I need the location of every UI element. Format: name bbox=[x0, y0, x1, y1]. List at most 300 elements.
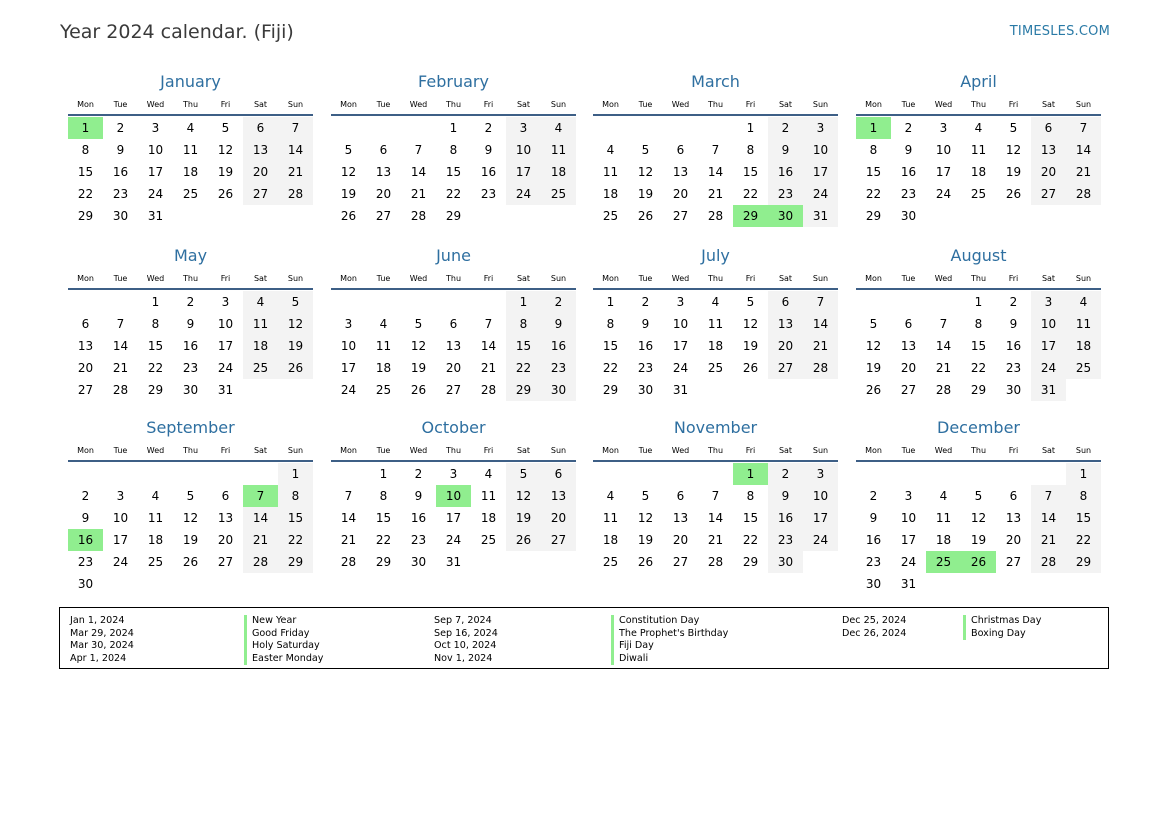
day-cell: 24 bbox=[340, 383, 357, 397]
week-row bbox=[68, 205, 313, 227]
weekday-label: Thu bbox=[707, 274, 724, 283]
weekday-label: Tue bbox=[901, 446, 916, 455]
month-name: February bbox=[418, 72, 489, 91]
weekend-day: 18 bbox=[1066, 335, 1101, 357]
weekday-label: Tue bbox=[376, 446, 391, 455]
day-cell: 17 bbox=[112, 533, 129, 547]
day-cell: 23 bbox=[182, 361, 199, 375]
week-row bbox=[856, 291, 1101, 313]
empty-cell bbox=[401, 291, 436, 313]
empty-cell bbox=[1031, 205, 1066, 227]
month-divider bbox=[593, 460, 838, 462]
weekend-day: 27 bbox=[243, 183, 278, 205]
day-cell: 13 bbox=[1005, 511, 1022, 525]
day-cell: 28 bbox=[480, 383, 497, 397]
day-cell: 19 bbox=[865, 361, 882, 375]
month-name: August bbox=[950, 246, 1007, 265]
day-cell: 1 bbox=[449, 121, 458, 135]
day-cell: 5 bbox=[974, 489, 983, 503]
weekday-label: Wed bbox=[671, 274, 690, 283]
month-september bbox=[68, 418, 313, 595]
day-cell: 5 bbox=[186, 489, 195, 503]
day-cell: 9 bbox=[869, 511, 878, 525]
empty-cell bbox=[541, 551, 576, 573]
empty-cell bbox=[961, 573, 996, 595]
day-cell: 2 bbox=[186, 295, 195, 309]
weekend-day: 28 bbox=[1031, 551, 1066, 573]
day-cell: 24 bbox=[672, 361, 689, 375]
day-cell: 3 bbox=[939, 121, 948, 135]
holiday-day: 1 bbox=[856, 117, 891, 139]
weekend-day: 9 bbox=[768, 139, 803, 161]
day-cell: 21 bbox=[340, 533, 357, 547]
empty-cell bbox=[1031, 573, 1066, 595]
day-cell: 30 bbox=[1005, 383, 1022, 397]
day-cell: 27 bbox=[217, 555, 234, 569]
week-row bbox=[331, 205, 576, 227]
weekend-day: 22 bbox=[506, 357, 541, 379]
month-june bbox=[331, 246, 576, 401]
day-cell: 2 bbox=[116, 121, 125, 135]
weekend-day: 17 bbox=[803, 161, 838, 183]
day-cell: 5 bbox=[746, 295, 755, 309]
day-cell: 7 bbox=[484, 317, 493, 331]
weekday-label: Thu bbox=[182, 100, 199, 109]
day-grid bbox=[593, 291, 838, 401]
day-cell: 2 bbox=[641, 295, 650, 309]
weekend-day: 25 bbox=[541, 183, 576, 205]
day-cell: 7 bbox=[711, 489, 720, 503]
empty-cell bbox=[331, 291, 366, 313]
empty-cell bbox=[103, 573, 138, 595]
weekend-day: 4 bbox=[243, 291, 278, 313]
week-row bbox=[856, 357, 1101, 379]
weekday-label: Fri bbox=[745, 446, 756, 455]
weekday-label: Sat bbox=[1041, 446, 1056, 455]
weekend-day: 3 bbox=[803, 117, 838, 139]
day-cell: 10 bbox=[112, 511, 129, 525]
day-cell: 18 bbox=[707, 339, 724, 353]
weekday-label: Wed bbox=[409, 274, 428, 283]
weekday-label: Sat bbox=[778, 274, 793, 283]
day-cell: 14 bbox=[480, 339, 497, 353]
month-divider bbox=[593, 288, 838, 290]
empty-cell bbox=[856, 463, 891, 485]
week-row bbox=[68, 335, 313, 357]
week-row bbox=[68, 291, 313, 313]
day-cell: 13 bbox=[217, 511, 234, 525]
day-cell: 9 bbox=[186, 317, 195, 331]
day-cell: 23 bbox=[77, 555, 94, 569]
day-cell: 9 bbox=[81, 511, 90, 525]
empty-cell bbox=[138, 573, 173, 595]
day-cell: 31 bbox=[445, 555, 462, 569]
weekday-header bbox=[856, 99, 1101, 111]
weekday-label: Thu bbox=[182, 274, 199, 283]
day-cell: 20 bbox=[1005, 533, 1022, 547]
day-cell: 4 bbox=[606, 489, 615, 503]
day-cell: 9 bbox=[641, 317, 650, 331]
week-row bbox=[68, 551, 313, 573]
weekend-day: 25 bbox=[243, 357, 278, 379]
week-row bbox=[68, 357, 313, 379]
week-row bbox=[593, 485, 838, 507]
weekday-label: Fri bbox=[220, 446, 231, 455]
empty-cell bbox=[331, 463, 366, 485]
empty-cell bbox=[278, 573, 313, 595]
weekday-label: Mon bbox=[865, 274, 882, 283]
week-row bbox=[856, 573, 1101, 595]
day-cell: 28 bbox=[935, 383, 952, 397]
empty-cell bbox=[593, 463, 628, 485]
month-name: November bbox=[673, 418, 758, 437]
week-row bbox=[856, 507, 1101, 529]
legend-date: Apr 1, 2024 bbox=[70, 652, 127, 664]
weekend-day: 20 bbox=[1031, 161, 1066, 183]
day-cell: 13 bbox=[445, 339, 462, 353]
day-cell: 10 bbox=[672, 317, 689, 331]
weekday-label: Sun bbox=[287, 274, 304, 283]
weekday-label: Tue bbox=[376, 274, 391, 283]
day-cell: 6 bbox=[81, 317, 90, 331]
day-cell: 12 bbox=[637, 165, 654, 179]
empty-cell bbox=[698, 379, 733, 401]
empty-cell bbox=[366, 117, 401, 139]
legend-holiday-name: The Prophet's Birthday bbox=[611, 628, 728, 641]
weekend-day: 27 bbox=[768, 357, 803, 379]
month-name: October bbox=[421, 418, 486, 437]
day-cell: 22 bbox=[445, 187, 462, 201]
weekend-day: 13 bbox=[768, 313, 803, 335]
day-cell: 22 bbox=[865, 187, 882, 201]
weekday-label: Mon bbox=[77, 274, 94, 283]
week-row bbox=[593, 183, 838, 205]
day-cell: 22 bbox=[375, 533, 392, 547]
legend-names-column bbox=[963, 615, 1041, 640]
day-cell: 19 bbox=[410, 361, 427, 375]
legend-date: Nov 1, 2024 bbox=[434, 652, 493, 664]
week-row bbox=[856, 205, 1101, 227]
day-cell: 19 bbox=[637, 187, 654, 201]
week-row bbox=[68, 485, 313, 507]
holiday-day: 30 bbox=[768, 205, 803, 227]
weekend-day: 28 bbox=[1066, 183, 1101, 205]
legend-names-column bbox=[244, 615, 323, 665]
week-row bbox=[68, 573, 313, 595]
day-cell: 4 bbox=[186, 121, 195, 135]
weekend-day: 23 bbox=[768, 529, 803, 551]
empty-cell bbox=[68, 291, 103, 313]
weekday-label: Thu bbox=[445, 446, 462, 455]
weekday-label: Sat bbox=[253, 100, 268, 109]
day-cell: 31 bbox=[672, 383, 689, 397]
week-row bbox=[593, 291, 838, 313]
day-grid bbox=[68, 291, 313, 401]
weekend-day: 27 bbox=[1031, 183, 1066, 205]
week-row bbox=[331, 139, 576, 161]
weekend-day: 24 bbox=[1031, 357, 1066, 379]
weekend-day: 24 bbox=[803, 183, 838, 205]
week-row bbox=[68, 529, 313, 551]
holiday-day: 29 bbox=[733, 205, 768, 227]
day-cell: 4 bbox=[151, 489, 160, 503]
day-cell: 3 bbox=[116, 489, 125, 503]
weekend-day: 12 bbox=[278, 313, 313, 335]
week-row bbox=[593, 529, 838, 551]
weekday-label: Tue bbox=[113, 446, 128, 455]
weekday-label: Mon bbox=[602, 446, 619, 455]
weekend-day: 2 bbox=[768, 463, 803, 485]
legend-holiday-name: Fiji Day bbox=[611, 640, 728, 653]
legend-date: Dec 26, 2024 bbox=[842, 627, 907, 639]
week-row bbox=[331, 117, 576, 139]
day-cell: 25 bbox=[480, 533, 497, 547]
day-cell: 3 bbox=[904, 489, 913, 503]
day-cell: 24 bbox=[112, 555, 129, 569]
day-cell: 13 bbox=[672, 165, 689, 179]
day-cell: 11 bbox=[970, 143, 987, 157]
weekday-label: Sun bbox=[1075, 274, 1092, 283]
day-grid bbox=[593, 463, 838, 573]
empty-cell bbox=[173, 463, 208, 485]
day-cell: 14 bbox=[935, 339, 952, 353]
day-cell: 1 bbox=[379, 467, 388, 481]
empty-cell bbox=[1066, 205, 1101, 227]
day-cell: 17 bbox=[445, 511, 462, 525]
week-row bbox=[593, 335, 838, 357]
day-cell: 20 bbox=[375, 187, 392, 201]
week-row bbox=[331, 161, 576, 183]
day-cell: 21 bbox=[410, 187, 427, 201]
day-cell: 2 bbox=[1009, 295, 1018, 309]
empty-cell bbox=[803, 551, 838, 573]
weekend-day: 14 bbox=[1066, 139, 1101, 161]
weekend-day: 7 bbox=[803, 291, 838, 313]
month-july bbox=[593, 246, 838, 401]
day-cell: 18 bbox=[147, 533, 164, 547]
week-row bbox=[331, 507, 576, 529]
weekend-day: 6 bbox=[541, 463, 576, 485]
weekend-day: 19 bbox=[506, 507, 541, 529]
day-cell: 24 bbox=[217, 361, 234, 375]
weekend-day: 31 bbox=[1031, 379, 1066, 401]
day-grid bbox=[856, 291, 1101, 401]
legend-date: Sep 7, 2024 bbox=[434, 615, 492, 626]
weekend-day: 12 bbox=[506, 485, 541, 507]
empty-cell bbox=[663, 463, 698, 485]
month-october bbox=[331, 418, 576, 573]
week-row bbox=[856, 139, 1101, 161]
day-cell: 25 bbox=[602, 209, 619, 223]
weekend-day: 20 bbox=[541, 507, 576, 529]
weekend-day: 10 bbox=[803, 485, 838, 507]
legend-holiday-name: Christmas Day bbox=[963, 615, 1041, 628]
empty-cell bbox=[138, 463, 173, 485]
weekend-day: 23 bbox=[768, 183, 803, 205]
weekend-day: 15 bbox=[1066, 507, 1101, 529]
day-cell: 28 bbox=[112, 383, 129, 397]
day-cell: 2 bbox=[414, 467, 423, 481]
empty-cell bbox=[103, 291, 138, 313]
weekday-label: Mon bbox=[340, 100, 357, 109]
weekend-day: 2 bbox=[541, 291, 576, 313]
holiday-day: 1 bbox=[68, 117, 103, 139]
day-cell: 20 bbox=[900, 361, 917, 375]
legend-holiday-name: Diwali bbox=[611, 653, 728, 666]
weekend-day: 8 bbox=[1066, 485, 1101, 507]
day-cell: 21 bbox=[480, 361, 497, 375]
weekend-day: 24 bbox=[803, 529, 838, 551]
day-cell: 3 bbox=[151, 121, 160, 135]
weekday-label: Tue bbox=[113, 100, 128, 109]
weekend-day: 22 bbox=[278, 529, 313, 551]
empty-cell bbox=[173, 573, 208, 595]
week-row bbox=[331, 313, 576, 335]
day-cell: 5 bbox=[344, 143, 353, 157]
weekend-day: 29 bbox=[1066, 551, 1101, 573]
weekend-day: 20 bbox=[243, 161, 278, 183]
weekend-day: 14 bbox=[278, 139, 313, 161]
day-cell: 29 bbox=[742, 555, 759, 569]
weekday-label: Mon bbox=[340, 274, 357, 283]
day-cell: 26 bbox=[182, 555, 199, 569]
week-row bbox=[856, 529, 1101, 551]
day-cell: 7 bbox=[939, 317, 948, 331]
legend-date: Oct 10, 2024 bbox=[434, 640, 497, 651]
month-divider bbox=[68, 460, 313, 462]
weekday-label: Tue bbox=[638, 100, 653, 109]
week-row bbox=[68, 183, 313, 205]
day-cell: 22 bbox=[970, 361, 987, 375]
weekday-header bbox=[856, 445, 1101, 457]
empty-cell bbox=[996, 463, 1031, 485]
day-cell: 11 bbox=[602, 165, 619, 179]
weekend-day: 30 bbox=[768, 551, 803, 573]
day-cell: 15 bbox=[445, 165, 462, 179]
month-august bbox=[856, 246, 1101, 401]
month-divider bbox=[856, 114, 1101, 116]
weekday-label: Wed bbox=[671, 446, 690, 455]
weekday-label: Tue bbox=[901, 100, 916, 109]
empty-cell bbox=[891, 291, 926, 313]
month-name: April bbox=[960, 72, 997, 91]
weekend-day: 16 bbox=[768, 161, 803, 183]
day-cell: 31 bbox=[147, 209, 164, 223]
weekend-day: 1 bbox=[506, 291, 541, 313]
holiday-day: 7 bbox=[243, 485, 278, 507]
weekday-label: Sun bbox=[550, 274, 567, 283]
week-row bbox=[593, 313, 838, 335]
weekend-day: 17 bbox=[803, 507, 838, 529]
weekend-day: 21 bbox=[803, 335, 838, 357]
weekend-day: 13 bbox=[1031, 139, 1066, 161]
day-cell: 13 bbox=[672, 511, 689, 525]
month-divider bbox=[331, 460, 576, 462]
day-cell: 2 bbox=[484, 121, 493, 135]
empty-cell bbox=[331, 117, 366, 139]
day-cell: 25 bbox=[970, 187, 987, 201]
day-cell: 15 bbox=[742, 511, 759, 525]
day-cell: 3 bbox=[449, 467, 458, 481]
weekend-day: 17 bbox=[506, 161, 541, 183]
day-cell: 12 bbox=[742, 317, 759, 331]
day-cell: 26 bbox=[637, 209, 654, 223]
week-row bbox=[856, 335, 1101, 357]
day-cell: 20 bbox=[77, 361, 94, 375]
day-cell: 16 bbox=[900, 165, 917, 179]
weekend-day: 1 bbox=[1066, 463, 1101, 485]
empty-cell bbox=[1066, 379, 1101, 401]
weekday-label: Fri bbox=[220, 100, 231, 109]
month-divider bbox=[856, 460, 1101, 462]
weekend-day: 6 bbox=[768, 291, 803, 313]
day-cell: 27 bbox=[445, 383, 462, 397]
weekday-label: Mon bbox=[77, 446, 94, 455]
weekday-label: Fri bbox=[1008, 100, 1019, 109]
weekday-label: Sun bbox=[812, 274, 829, 283]
day-cell: 6 bbox=[676, 489, 685, 503]
day-cell: 31 bbox=[900, 577, 917, 591]
weekend-day: 21 bbox=[278, 161, 313, 183]
empty-cell bbox=[926, 291, 961, 313]
weekend-day: 14 bbox=[243, 507, 278, 529]
weekend-day: 11 bbox=[243, 313, 278, 335]
day-cell: 22 bbox=[742, 533, 759, 547]
day-cell: 30 bbox=[182, 383, 199, 397]
day-cell: 8 bbox=[379, 489, 388, 503]
day-cell: 14 bbox=[707, 511, 724, 525]
week-row bbox=[593, 139, 838, 161]
weekday-label: Wed bbox=[934, 100, 953, 109]
weekday-header bbox=[331, 445, 576, 457]
day-cell: 5 bbox=[1009, 121, 1018, 135]
weekday-label: Tue bbox=[113, 274, 128, 283]
day-cell: 3 bbox=[344, 317, 353, 331]
site-link[interactable]: TIMESLES.COM bbox=[1009, 24, 1110, 39]
day-cell: 8 bbox=[81, 143, 90, 157]
weekend-day: 10 bbox=[803, 139, 838, 161]
day-cell: 11 bbox=[480, 489, 497, 503]
empty-cell bbox=[926, 573, 961, 595]
weekday-label: Thu bbox=[707, 100, 724, 109]
empty-cell bbox=[961, 463, 996, 485]
day-cell: 25 bbox=[602, 555, 619, 569]
day-cell: 15 bbox=[865, 165, 882, 179]
day-cell: 17 bbox=[217, 339, 234, 353]
day-cell: 7 bbox=[116, 317, 125, 331]
day-cell: 15 bbox=[742, 165, 759, 179]
week-row bbox=[856, 463, 1101, 485]
week-row bbox=[68, 507, 313, 529]
day-cell: 2 bbox=[81, 489, 90, 503]
weekday-header bbox=[68, 99, 313, 111]
weekend-day: 30 bbox=[541, 379, 576, 401]
weekend-day: 5 bbox=[278, 291, 313, 313]
weekend-day: 21 bbox=[1066, 161, 1101, 183]
day-cell: 30 bbox=[112, 209, 129, 223]
day-cell: 12 bbox=[637, 511, 654, 525]
day-cell: 1 bbox=[606, 295, 615, 309]
month-name: September bbox=[146, 418, 235, 437]
weekend-day: 16 bbox=[541, 335, 576, 357]
month-divider bbox=[593, 114, 838, 116]
day-cell: 1 bbox=[746, 121, 755, 135]
day-cell: 26 bbox=[410, 383, 427, 397]
day-cell: 9 bbox=[1009, 317, 1018, 331]
day-cell: 10 bbox=[900, 511, 917, 525]
empty-cell bbox=[208, 463, 243, 485]
empty-cell bbox=[278, 205, 313, 227]
